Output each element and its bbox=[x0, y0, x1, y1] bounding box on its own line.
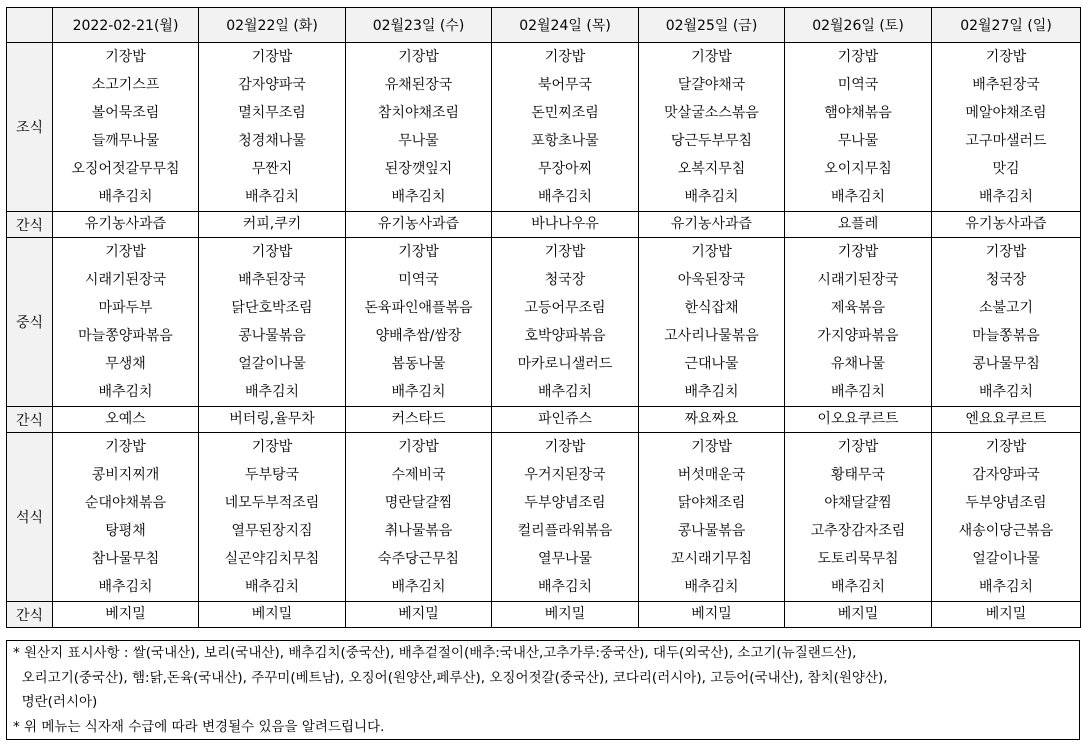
menu-item: 기장밥 bbox=[251, 244, 293, 260]
menu-item: 미역국 bbox=[837, 77, 879, 93]
menu-item: 당근두부무침 bbox=[670, 133, 753, 149]
menu-cell bbox=[785, 43, 932, 212]
menu-cell bbox=[785, 602, 932, 628]
menu-item: 배추김치 bbox=[98, 384, 153, 400]
menu-item: 꼬시래기무침 bbox=[670, 551, 753, 567]
menu-cell bbox=[932, 407, 1081, 433]
menu-cell bbox=[346, 212, 492, 238]
menu-cell bbox=[932, 238, 1081, 407]
menu-item: 배추김치 bbox=[684, 189, 739, 205]
menu-cell bbox=[53, 238, 199, 407]
menu-item: 기장밥 bbox=[251, 49, 293, 65]
menu-item: 수제비국 bbox=[391, 467, 446, 483]
menu-item: 기장밥 bbox=[398, 439, 439, 455]
meal-label: 간식 bbox=[7, 407, 53, 433]
menu-item: 고추장감자조림 bbox=[810, 523, 906, 539]
menu-item: 기장밥 bbox=[398, 244, 439, 260]
menu-item: 버섯매운국 bbox=[677, 467, 746, 483]
menu-item: 콩나물볶음 bbox=[677, 523, 746, 539]
menu-item: 베지밀 bbox=[105, 606, 146, 622]
menu-item: 기장밥 bbox=[105, 244, 146, 260]
menu-body bbox=[7, 43, 1081, 628]
menu-cell bbox=[492, 212, 639, 238]
day-header: 02월23일 (수) bbox=[346, 8, 492, 43]
menu-cell bbox=[53, 433, 199, 602]
menu-item: 마늘쫑양파볶음 bbox=[78, 328, 173, 344]
menu-item: 멸치무조림 bbox=[238, 105, 306, 121]
menu-item: 기장밥 bbox=[691, 439, 732, 455]
menu-item: 청국장 bbox=[544, 272, 586, 288]
meal-label: 간식 bbox=[7, 212, 53, 238]
menu-cell bbox=[639, 212, 785, 238]
menu-cell bbox=[639, 602, 785, 628]
menu-item: 무생채 bbox=[105, 356, 146, 372]
menu-cell bbox=[492, 238, 639, 407]
menu-cell bbox=[199, 212, 346, 238]
day-header: 02월24일 (목) bbox=[492, 8, 639, 43]
menu-item: 고구마샐러드 bbox=[965, 133, 1047, 149]
menu-item: 배추김치 bbox=[98, 579, 153, 595]
meal-label: 석식 bbox=[7, 433, 53, 602]
menu-cell bbox=[53, 212, 199, 238]
menu-item: 기장밥 bbox=[985, 439, 1027, 455]
menu-item: 배추김치 bbox=[537, 189, 593, 205]
menu-item: 배추김치 bbox=[830, 384, 886, 400]
menu-item: 기장밥 bbox=[837, 439, 879, 455]
menu-item: 오이지무침 bbox=[824, 161, 892, 177]
menu-item: 기장밥 bbox=[105, 49, 146, 65]
menu-item: 유기농사과즙 bbox=[965, 216, 1047, 232]
menu-item: 배추김치 bbox=[978, 384, 1034, 400]
menu-item: 두부탕국 bbox=[244, 467, 300, 483]
menu-item: 열무된장지짐 bbox=[231, 523, 313, 539]
menu-item: 포항초나물 bbox=[531, 133, 599, 149]
menu-item: 봄동나물 bbox=[391, 356, 446, 372]
menu-item: 고등어무조림 bbox=[524, 300, 606, 316]
menu-item: 콩나물볶음 bbox=[238, 328, 306, 344]
menu-cell bbox=[639, 43, 785, 212]
weekly-menu-table bbox=[6, 7, 1081, 628]
menu-cell bbox=[932, 212, 1081, 238]
menu-cell bbox=[199, 433, 346, 602]
menu-cell bbox=[932, 433, 1081, 602]
menu-item: 배추김치 bbox=[684, 579, 739, 595]
menu-item: 배추김치 bbox=[244, 579, 300, 595]
menu-item: 우거지된장국 bbox=[524, 467, 606, 483]
menu-item: 베지밀 bbox=[837, 606, 879, 622]
menu-item: 미역국 bbox=[398, 272, 439, 288]
menu-cell bbox=[346, 433, 492, 602]
menu-cell bbox=[492, 433, 639, 602]
corner-cell bbox=[7, 8, 53, 43]
menu-cell bbox=[785, 433, 932, 602]
menu-item: 볼어묵조림 bbox=[91, 105, 160, 121]
menu-item: 도토리묵무침 bbox=[817, 551, 899, 567]
menu-item: 감자양파국 bbox=[238, 77, 306, 93]
menu-item: 달걀야채국 bbox=[677, 77, 746, 93]
meal-row bbox=[7, 433, 1081, 602]
menu-item: 기장밥 bbox=[544, 244, 586, 260]
menu-item: 베지밀 bbox=[544, 606, 586, 622]
menu-item: 아욱된장국 bbox=[677, 272, 746, 288]
menu-cell bbox=[639, 407, 785, 433]
menu-item: 오복지무침 bbox=[677, 161, 746, 177]
menu-item: 기장밥 bbox=[985, 244, 1027, 260]
menu-item: 햄야채볶음 bbox=[824, 105, 892, 121]
menu-item: 바나나우유 bbox=[531, 216, 599, 232]
menu-item: 무짠지 bbox=[251, 161, 293, 177]
menu-item: 시래기된장국 bbox=[817, 272, 899, 288]
menu-item: 실곤약김치무침 bbox=[224, 551, 320, 567]
menu-item: 배추김치 bbox=[830, 579, 886, 595]
menu-item: 콩나물무침 bbox=[972, 356, 1040, 372]
menu-item: 기장밥 bbox=[691, 244, 732, 260]
snack-row bbox=[7, 407, 1081, 433]
snack-row bbox=[7, 212, 1081, 238]
menu-item: 기장밥 bbox=[251, 439, 293, 455]
menu-item: 엔요요쿠르트 bbox=[965, 411, 1047, 427]
menu-item: 버터링,율무차 bbox=[229, 411, 315, 427]
menu-item: 참나물무침 bbox=[91, 551, 160, 567]
menu-item: 탕평채 bbox=[105, 523, 146, 539]
menu-cell bbox=[785, 212, 932, 238]
menu-item: 청경채나물 bbox=[238, 133, 306, 149]
menu-item: 커스타드 bbox=[391, 411, 446, 427]
menu-cell bbox=[785, 407, 932, 433]
snack-row bbox=[7, 602, 1081, 628]
menu-item: 짜요짜요 bbox=[684, 411, 739, 427]
menu-cell bbox=[53, 43, 199, 212]
menu-item: 돈민찌조림 bbox=[531, 105, 599, 121]
menu-item: 두부양념조림 bbox=[524, 495, 606, 511]
menu-item: 황태무국 bbox=[830, 467, 886, 483]
menu-item: 두부양념조림 bbox=[965, 495, 1047, 511]
day-header: 02월26일 (토) bbox=[785, 8, 932, 43]
menu-item: 베지밀 bbox=[398, 606, 439, 622]
menu-item: 배추김치 bbox=[978, 579, 1034, 595]
menu-cell bbox=[346, 238, 492, 407]
menu-item: 파인쥬스 bbox=[537, 411, 593, 427]
menu-cell bbox=[932, 43, 1081, 212]
meal-label: 중식 bbox=[7, 238, 53, 407]
menu-cell bbox=[492, 602, 639, 628]
menu-item: 명란달걀찜 bbox=[384, 495, 453, 511]
menu-item: 배추김치 bbox=[244, 189, 300, 205]
menu-item: 한식잡채 bbox=[684, 300, 739, 316]
menu-item: 유기농사과즙 bbox=[84, 216, 167, 232]
origin-note-line: 오리고기(중국산), 햄:닭,돈육(국내산), 주꾸미(베트남), 오징어(원양산,페루산), 오징어젓갈(중국산), 코다리(러시아), 고등어(국내산), 참치(원양산), bbox=[13, 669, 888, 686]
menu-item: 제육볶음 bbox=[830, 300, 886, 316]
menu-item: 시래기된장국 bbox=[84, 272, 167, 288]
menu-item: 배추김치 bbox=[391, 189, 446, 205]
menu-item: 닭단호박조림 bbox=[231, 300, 313, 316]
menu-item: 베지밀 bbox=[985, 606, 1027, 622]
menu-item: 마늘쫑볶음 bbox=[972, 328, 1040, 344]
menu-item: 요플레 bbox=[837, 216, 879, 232]
menu-item: 배추김치 bbox=[537, 384, 593, 400]
menu-cell bbox=[346, 43, 492, 212]
menu-item: 베지밀 bbox=[251, 606, 293, 622]
menu-item: 얼갈이나물 bbox=[238, 356, 306, 372]
menu-item: 배추김치 bbox=[537, 579, 593, 595]
menu-cell bbox=[639, 433, 785, 602]
menu-item: 들깨무나물 bbox=[91, 133, 160, 149]
notes-box bbox=[6, 640, 1080, 740]
meal-row bbox=[7, 43, 1081, 212]
meal-label: 간식 bbox=[7, 602, 53, 628]
menu-cell bbox=[199, 43, 346, 212]
day-header: 2022-02-21(월) bbox=[53, 8, 199, 43]
menu-item: 기장밥 bbox=[105, 439, 146, 455]
menu-cell bbox=[492, 43, 639, 212]
menu-item: 네모두부적조림 bbox=[224, 495, 320, 511]
menu-item: 유기농사과즙 bbox=[377, 216, 460, 232]
menu-cell bbox=[492, 407, 639, 433]
menu-item: 배추김치 bbox=[978, 189, 1034, 205]
menu-item: 콩비지찌개 bbox=[91, 467, 160, 483]
menu-item: 유기농사과즙 bbox=[670, 216, 753, 232]
menu-item: 마카로니샐러드 bbox=[517, 356, 613, 372]
menu-cell bbox=[53, 407, 199, 433]
menu-item: 고사리나물볶음 bbox=[664, 328, 759, 344]
meal-row bbox=[7, 238, 1081, 407]
menu-cell bbox=[53, 602, 199, 628]
menu-item: 새송이당근볶음 bbox=[958, 523, 1054, 539]
menu-item: 양배추쌈/쌈장 bbox=[375, 328, 462, 344]
menu-item: 기장밥 bbox=[691, 49, 732, 65]
menu-item: 소불고기 bbox=[978, 300, 1034, 316]
menu-item: 유채된장국 bbox=[384, 77, 453, 93]
menu-item: 열무나물 bbox=[537, 551, 593, 567]
menu-item: 배추된장국 bbox=[972, 77, 1040, 93]
menu-cell bbox=[199, 602, 346, 628]
menu-item: 무나물 bbox=[837, 133, 879, 149]
menu-item: 얼갈이나물 bbox=[972, 551, 1040, 567]
menu-cell bbox=[785, 238, 932, 407]
menu-item: 유채나물 bbox=[830, 356, 886, 372]
menu-item: 컬리플라워볶음 bbox=[517, 523, 613, 539]
menu-item: 가지양파볶음 bbox=[817, 328, 899, 344]
menu-item: 기장밥 bbox=[985, 49, 1027, 65]
menu-item: 배추김치 bbox=[98, 189, 153, 205]
menu-item: 이오요쿠르트 bbox=[817, 411, 899, 427]
menu-item: 베지밀 bbox=[691, 606, 732, 622]
menu-item: 커피,쿠키 bbox=[242, 216, 302, 232]
menu-item: 야채달걀찜 bbox=[824, 495, 892, 511]
menu-item: 배추된장국 bbox=[238, 272, 306, 288]
menu-item: 근대나물 bbox=[684, 356, 739, 372]
menu-item: 마파두부 bbox=[98, 300, 153, 316]
day-header: 02월25일 (금) bbox=[639, 8, 785, 43]
menu-cell bbox=[199, 238, 346, 407]
menu-item: 무장아찌 bbox=[537, 161, 593, 177]
menu-item: 기장밥 bbox=[837, 244, 879, 260]
menu-item: 닭야채조림 bbox=[677, 495, 746, 511]
menu-item: 기장밥 bbox=[837, 49, 879, 65]
menu-item: 배추김치 bbox=[830, 189, 886, 205]
day-header: 02월22일 (화) bbox=[199, 8, 346, 43]
menu-change-note: * 위 메뉴는 식자재 수급에 따라 변경될수 있음을 알려드립니다. bbox=[13, 718, 385, 735]
menu-item: 기장밥 bbox=[544, 49, 586, 65]
menu-item: 맛김 bbox=[992, 161, 1020, 177]
menu-item: 메알야채조림 bbox=[965, 105, 1047, 121]
menu-item: 숙주당근무침 bbox=[377, 551, 460, 567]
origin-note-line: 명란(러시아) bbox=[13, 694, 98, 710]
menu-item: 맛살굴소스볶음 bbox=[664, 105, 759, 121]
meal-label: 조식 bbox=[7, 43, 53, 212]
menu-item: 오예스 bbox=[105, 411, 146, 427]
menu-item: 감자양파국 bbox=[972, 467, 1040, 483]
header-row bbox=[7, 8, 1081, 43]
menu-cell bbox=[639, 238, 785, 407]
menu-item: 기장밥 bbox=[398, 49, 439, 65]
day-header: 02월27일 (일) bbox=[932, 8, 1081, 43]
menu-cell bbox=[346, 407, 492, 433]
menu-item: 참치야채조림 bbox=[377, 105, 460, 121]
menu-cell bbox=[346, 602, 492, 628]
menu-item: 호박양파볶음 bbox=[524, 328, 606, 344]
menu-item: 오징어젓갈무무침 bbox=[71, 161, 180, 177]
menu-cell bbox=[199, 407, 346, 433]
menu-item: 배추김치 bbox=[684, 384, 739, 400]
menu-item: 배추김치 bbox=[391, 579, 446, 595]
menu-item: 배추김치 bbox=[244, 384, 300, 400]
menu-item: 기장밥 bbox=[544, 439, 586, 455]
menu-item: 소고기스프 bbox=[91, 77, 160, 93]
menu-item: 무나물 bbox=[398, 133, 439, 149]
menu-item: 순대야채볶음 bbox=[84, 495, 167, 511]
menu-item: 북어무국 bbox=[537, 77, 593, 93]
menu-item: 청국장 bbox=[985, 272, 1027, 288]
menu-item: 취나물볶음 bbox=[384, 523, 453, 539]
menu-item: 된장깻잎지 bbox=[384, 161, 453, 177]
menu-item: 돈육파인애플볶음 bbox=[364, 300, 473, 316]
menu-item: 배추김치 bbox=[391, 384, 446, 400]
origin-note-line: * 원산지 표시사항 : 쌀(국내산), 보리(국내산), 배추김치(중국산), 배추겉절이(배추:국내산,고추가루:중국산), 대두(외국산), 소고기(뉴질랜드산), bbox=[13, 645, 857, 661]
menu-cell bbox=[932, 602, 1081, 628]
